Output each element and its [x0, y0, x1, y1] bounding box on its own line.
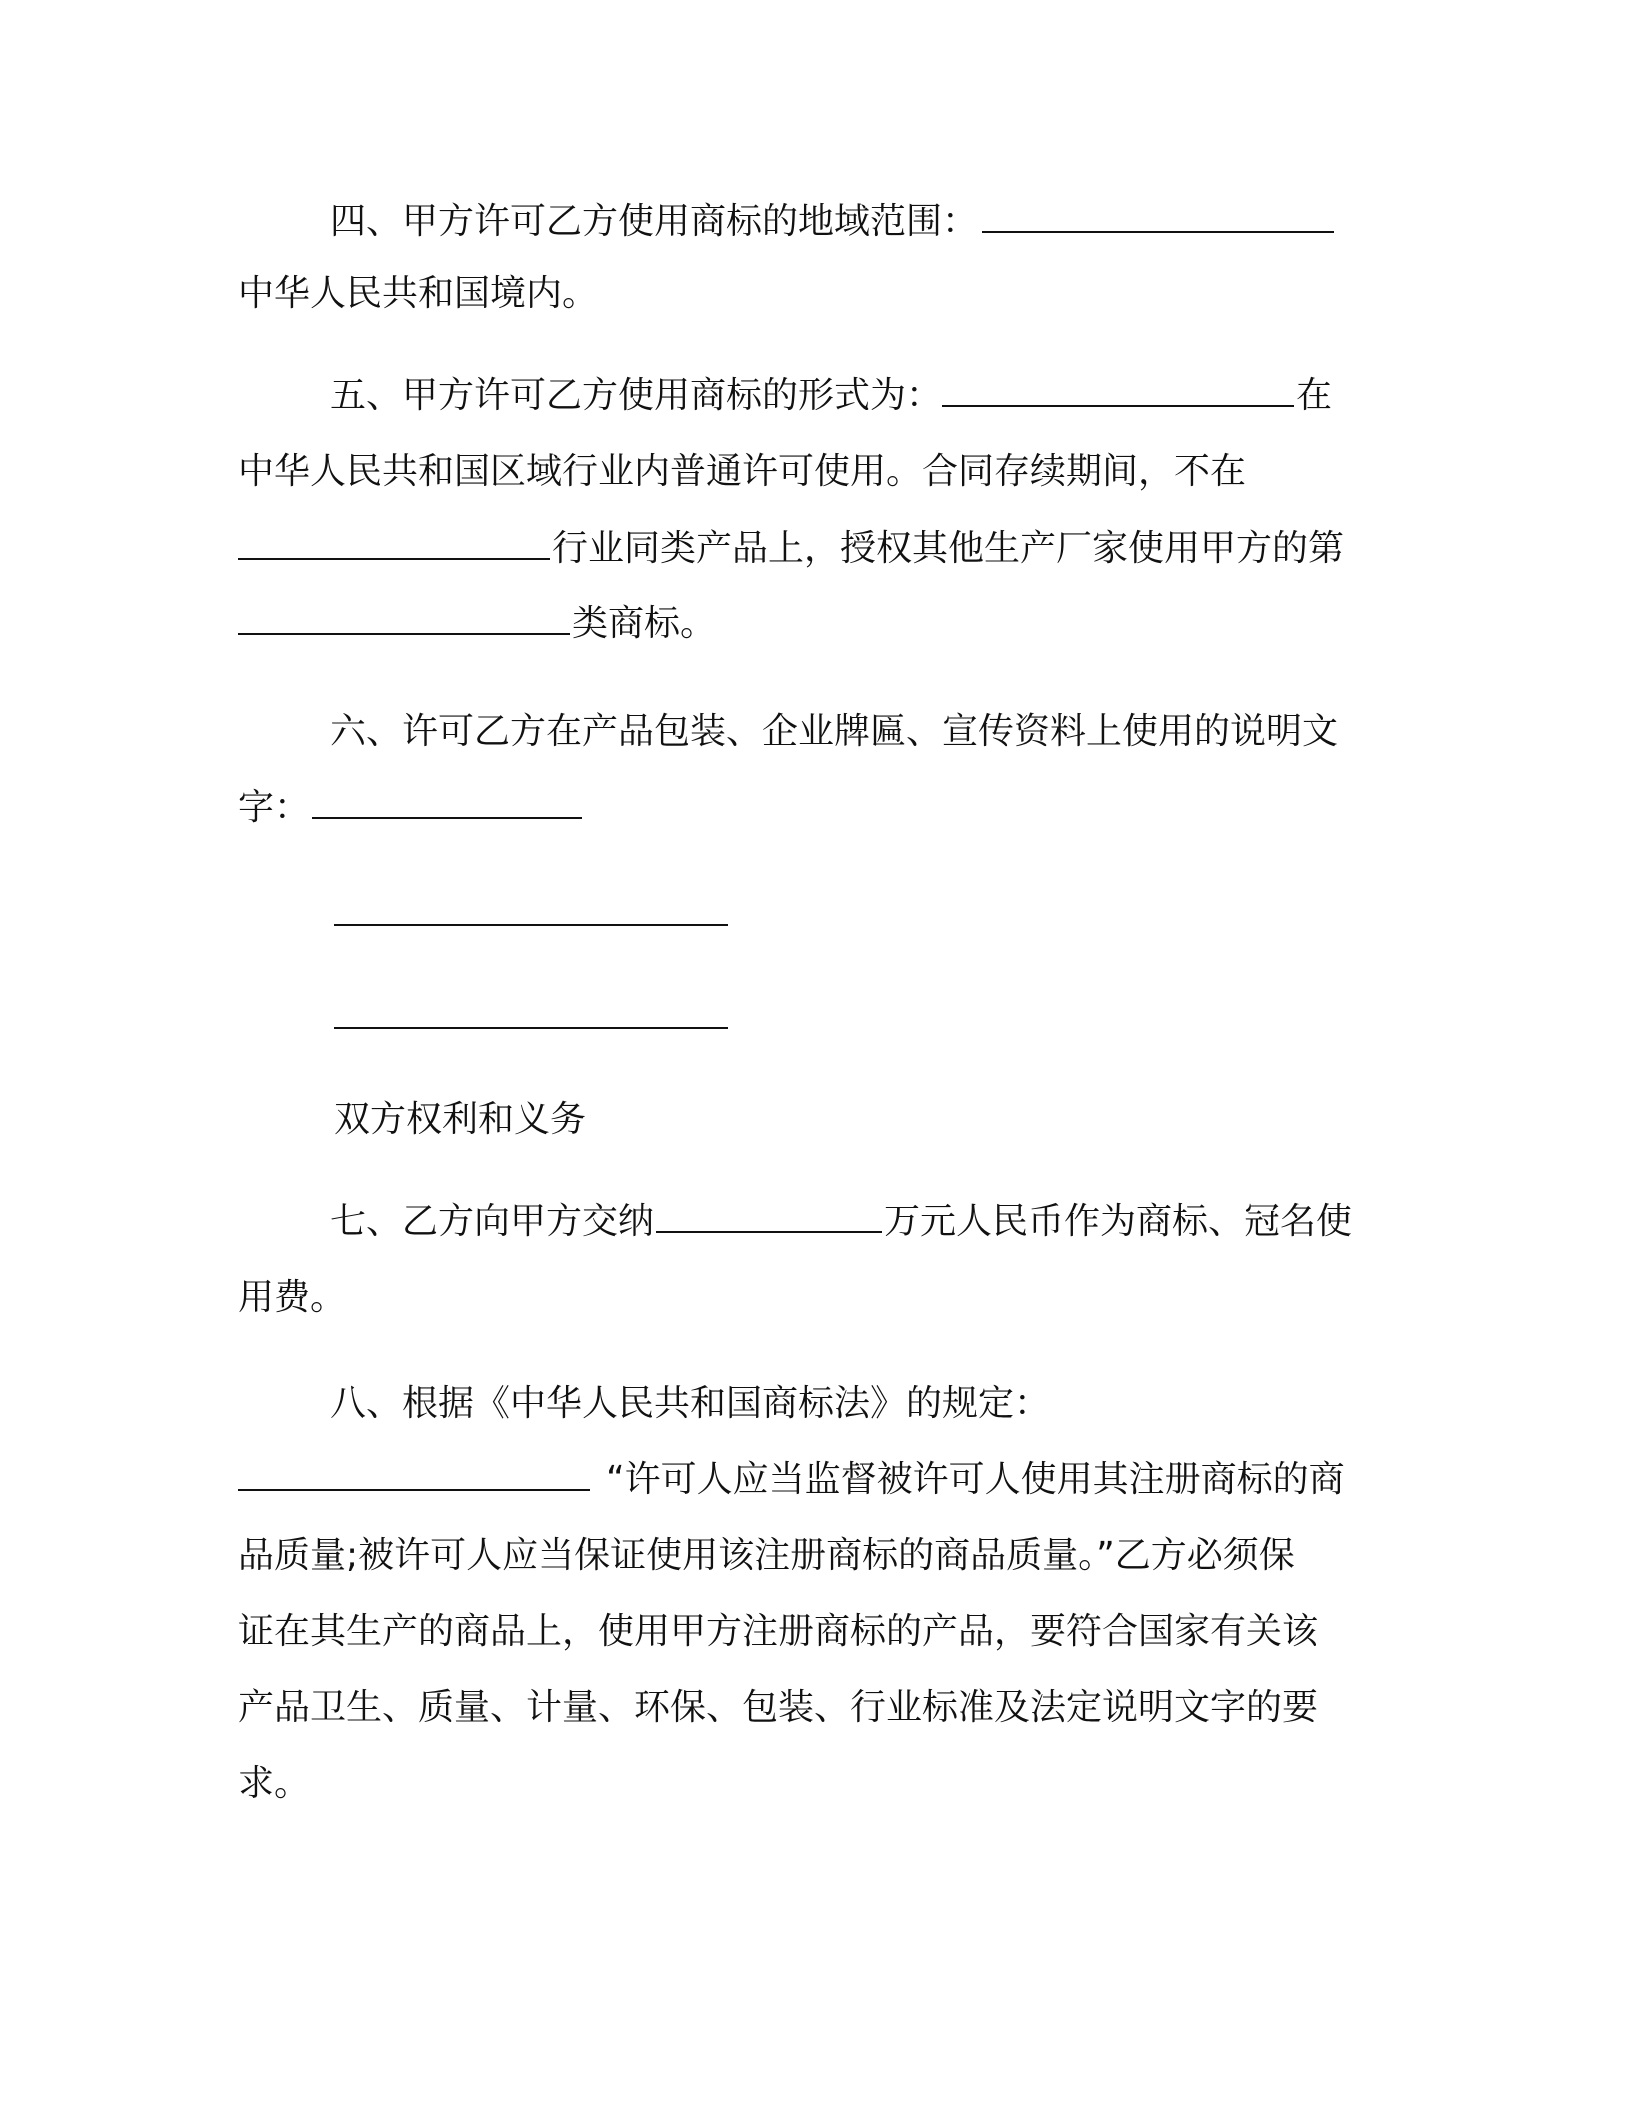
clause-5-line-4-text: 类商标。	[572, 603, 717, 644]
clause-8-line-2	[238, 1458, 1345, 1502]
clause-8-line-1: 八、根据《中华人民共和国商标法》的规定：	[330, 1383, 1051, 1424]
clause-5-blank-class	[238, 603, 570, 635]
clause-5-line-1	[330, 374, 1332, 418]
clause-5-blank-industry	[238, 528, 550, 560]
clause-4-line-1	[330, 200, 1334, 244]
clause-5-line-2: 中华人民共和国区域行业内普通许可使用。合同存续期间，不在	[238, 451, 1247, 492]
clause-8-line-4: 证在其生产的商品上，使用甲方注册商标的产品，要符合国家有关该	[238, 1611, 1319, 1652]
clause-5-line-4	[238, 602, 716, 646]
clause-5-line-3-text: 行业同类产品上，授权其他生产厂家使用甲方的第	[552, 528, 1345, 569]
clause-7-line-1	[330, 1200, 1352, 1244]
clause-8-line-3: 品质量;被许可人应当保证使用该注册商标的商品质量。”乙方必须保	[238, 1535, 1295, 1576]
clause-7-blank-amount	[656, 1201, 882, 1233]
blank-line	[334, 894, 728, 926]
clause-6-line-2	[238, 786, 582, 830]
clause-5-blank-form	[942, 375, 1294, 407]
clause-7-pre: 七、乙方向甲方交纳	[330, 1201, 655, 1242]
clause-6-blank-inline	[312, 787, 582, 819]
clause-8-line-6: 求。	[238, 1763, 311, 1804]
clause-5-after-blank: 在	[1296, 375, 1333, 416]
clause-4-line-2: 中华人民共和国境内。	[238, 273, 599, 314]
clause-7-post: 万元人民币作为商标、冠名使	[884, 1201, 1353, 1242]
clause-6-line-2-text: 字：	[238, 787, 311, 828]
clause-7-line-2: 用费。	[238, 1277, 347, 1318]
clause-8-line-5: 产品卫生、质量、计量、环保、包装、行业标准及法定说明文字的要	[238, 1687, 1319, 1728]
clause-6-line-1: 六、许可乙方在产品包装、企业牌匾、宣传资料上使用的说明文	[330, 711, 1339, 752]
clause-6-blank-line-1	[334, 893, 728, 937]
clause-8-blank	[238, 1459, 590, 1491]
clause-5-intro: 五、甲方许可乙方使用商标的形式为：	[330, 375, 943, 416]
clause-8-line-2-text: “许可人应当监督被许可人使用其注册商标的商	[606, 1459, 1345, 1500]
clause-4-intro: 四、甲方许可乙方使用商标的地域范围：	[330, 201, 979, 242]
clause-4-blank	[982, 201, 1334, 233]
section-heading: 双方权利和义务	[334, 1099, 587, 1140]
blank-line	[334, 997, 728, 1029]
clause-5-line-3	[238, 527, 1344, 571]
clause-6-blank-line-2	[334, 996, 728, 1040]
